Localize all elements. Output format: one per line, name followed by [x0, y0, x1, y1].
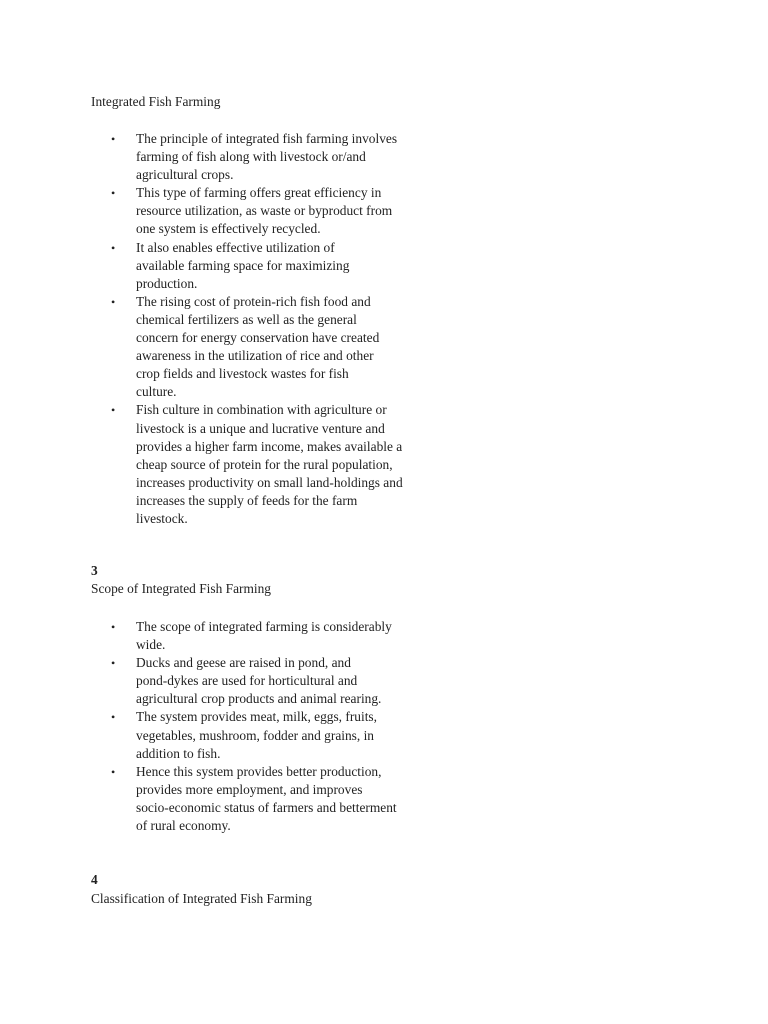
bullet-icon: •	[111, 403, 116, 418]
list-item-line: resource utilization, as waste or byproduct from	[136, 203, 393, 219]
bullet-icon: •	[111, 764, 116, 779]
bullet-icon: •	[111, 710, 116, 725]
section-title-integrated-fish-farming: Integrated Fish Farming	[91, 94, 221, 109]
list-item-line: one system is effectively recycled.	[136, 221, 321, 237]
bullet-icon: •	[111, 186, 116, 201]
bullet-list-integrated-fish-farming	[0, 130, 403, 528]
list-item	[0, 708, 377, 762]
list-item-line: wide.	[136, 637, 166, 653]
list-item-line: awareness in the utilization of rice and other	[136, 348, 374, 364]
list-item-line: crop fields and livestock wastes for fish	[136, 366, 349, 382]
list-item-line: increases the supply of feeds for the farm	[136, 492, 358, 508]
list-item-line: available farming space for maximizing	[136, 257, 350, 273]
list-item	[0, 293, 380, 402]
list-item-line: provides a higher farm income, makes available a	[136, 438, 403, 454]
list-item	[0, 618, 392, 654]
list-item-line: The principle of integrated fish farming involves	[136, 131, 398, 146]
list-item	[0, 239, 350, 293]
list-item-line: culture.	[136, 384, 177, 400]
list-item-line: agricultural crop products and animal rearing.	[136, 691, 382, 707]
list-item	[0, 763, 397, 835]
bullet-list-scope	[0, 618, 397, 835]
list-item-line: production.	[136, 275, 198, 291]
list-item-line: livestock.	[136, 510, 188, 526]
list-item-line: chemical fertilizers as well as the general	[136, 311, 357, 327]
list-item-line: The scope of integrated farming is considerably	[136, 619, 392, 634]
list-item-line: Hence this system provides better production,	[136, 763, 382, 779]
section-number: 4	[91, 872, 98, 887]
list-item-line: vegetables, mushroom, fodder and grains, in	[136, 727, 374, 743]
list-item-line: livestock is a unique and lucrative venture and	[136, 420, 385, 436]
bullet-icon: •	[111, 132, 116, 146]
bullet-icon: •	[111, 656, 116, 671]
list-item-line: Ducks and geese are raised in pond, and	[136, 655, 351, 671]
list-item-line: provides more employment, and improves	[136, 781, 363, 797]
list-item-line: agricultural crops.	[136, 167, 234, 183]
list-item	[0, 654, 382, 708]
list-item-line: pond-dykes are used for horticultural and	[136, 673, 358, 689]
list-item-line: Fish culture in combination with agriculture or	[136, 402, 387, 418]
list-item	[0, 184, 393, 238]
list-item	[0, 401, 403, 528]
section-title-classification: Classification of Integrated Fish Farming	[91, 891, 312, 906]
list-item-line: of rural economy.	[136, 818, 231, 834]
list-item-line: increases productivity on small land-holdings and	[136, 474, 403, 490]
section-number: 3	[91, 563, 98, 578]
list-item-line: concern for energy conservation have created	[136, 330, 380, 346]
bullet-icon: •	[111, 620, 116, 634]
section-title-scope: Scope of Integrated Fish Farming	[91, 581, 271, 596]
list-item-line: This type of farming offers great efficiency in	[136, 185, 382, 201]
list-item-line: It also enables effective utilization of	[136, 239, 335, 255]
list-item-line: The system provides meat, milk, eggs, fruits,	[136, 709, 377, 725]
list-item-line: addition to fish.	[136, 745, 221, 761]
list-item-line: The rising cost of protein-rich fish food and	[136, 293, 371, 309]
list-item-line: cheap source of protein for the rural population,	[136, 456, 393, 472]
bullet-icon: •	[111, 240, 116, 255]
bullet-icon: •	[111, 294, 116, 309]
list-item	[0, 130, 398, 184]
list-item-line: farming of fish along with livestock or/and	[136, 149, 366, 165]
list-item-line: socio-economic status of farmers and betterment	[136, 799, 397, 815]
